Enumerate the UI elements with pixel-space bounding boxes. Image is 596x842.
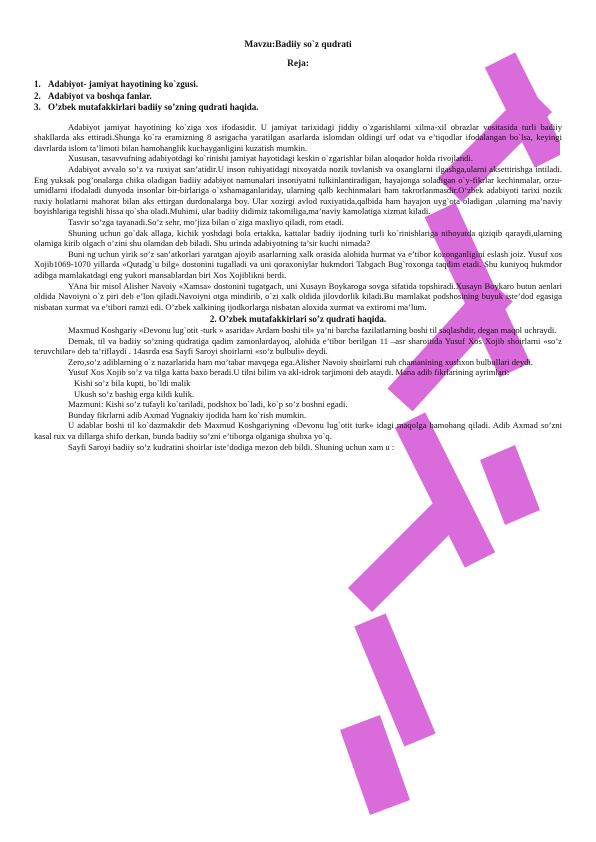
body-paragraph: U adablar boshi til ko`dazmakdir deb Maxmud Koshgariyning «Devonu lug`otit turk» idagi maqolga hamohang qiladi. Adib Axmad so’zni kasal rux va dillarga shifo derkan, bunda badiiy so’zni e’tiborga olganiga shubxa yo`q. <box>34 420 562 441</box>
body-paragraph: Adabiyot jamiyat hayotining ko`ziga xos ifodasidir. U jamiyat tarixidagi jiddiy o`zgarishlarni xilma-xil obrazlar vositasida turli badiiy shakllarda aks ettiradi.Shunga ko`ra eramizning 8 asrigacha yaratilgan asarlarda islomdan oldingi urf odat va e’tiqodlar ifodalangan bo`lsa, keyingi davrlarda islom ta’limoti bilan hamohanglik kuchayganligini kuzatish mumkin. <box>34 121 562 153</box>
body-paragraph: Mazmuni: Kishi so’z tufayli ko`tariladi, podshox bo`ladi, ko`p so’z boshni egadi. <box>68 399 348 410</box>
body-paragraph: Zero,so’z adiblarning o`z nazarlarida ham mo’tabar mavqega ega.Alisher Navoiy shoirlarni ruh chamanining xushxon bulbullari deydi. <box>68 356 533 367</box>
plan-item-text: O’zbek mutafakkirlari badiiy so’zning qudrati haqida. <box>48 102 259 113</box>
plan-item <box>34 91 562 103</box>
body-paragraph: Bunday fikrlarni adib Axmad Yugnakiy ijodida ham ko`rish mumkin. <box>68 409 307 420</box>
poem-line: Ukush so’z bashig erga kildi kulik. <box>74 388 195 399</box>
plan-title: Reja: <box>287 58 309 69</box>
body-paragraph: Shuning uchun go`dak allaga, kichik yoshdagi bola ertakka, kattalar badiiy ijodning turli ko`rinishlariga nihoyatda qiziqib qaraydi,ularning olamiga kirib olgach o’zini shu olamdan deb biladi. Shu urinda adabiyotning ta’sir kuchi nimada? <box>34 227 562 249</box>
document-title: Mavzu:Badiiy so`z qudrati <box>244 40 352 50</box>
body-paragraph: Xususan, tasavvufning adabiyotdagi ko`rinishi jamiyat hayotidagi keskin o`zgarishlar bilan aloqador holda rivojlandi. <box>68 153 474 164</box>
section-heading: 2. O’zbek mutafakkirlari so’z qudrati haqida. <box>209 314 387 325</box>
body-paragraph: Tasvir so’zga tayanadi.So’z sehr, mo’jiza bilan o`ziga maxliyo qiladi, rom etadi. <box>68 217 344 228</box>
body-paragraph: Buni ng uchun yirik so’z san’atkorlari yaratgan ajoyib asarlarning xalk orasida alohida hurmat va e’tibor kozonganligini eslash joiz. Yusuf xos Xojib1069-1070 yillarda «Qutadg`u bilg» dostonini tugalladi va uni qoraxoniylar hukmdori Tabgach Bug`roxonga taqdim etadi. Shu kuniyoq hukmdor adibga mamlakatdagi eng yukori mansablardan biri Xos Xojiblikni berdi. <box>34 248 562 280</box>
plan-item-number: 3. <box>34 102 41 113</box>
plan-item-text: Adabiyot va boshqa fanlar. <box>48 90 152 101</box>
body-paragraph: Adabiyot avvalo so’z va ruxiyat san’atidir.U inson ruhiyatidagi nixoyatda nozik tovlanish va oxanglarni ilgashga,ularni aksettirishga intiladi. Eng yuksak pog’onalarga chika oladigan badiiy adabiyot namunalari insoniyatni tulkinlantiradigan, hayajonga soladigan o`y-fikrlar kechinmalar, orzu-umidlarni ifodaladi dunyoda insonlar bir-birlariga o`xshamaganlariday, ularning qalb kechinmalari ham takrorlanmasdir.O‘zbek adabiyoti tarixi nozik ruxiy holatlarni mahorat bilan aks ettirgan durdonalarga boy. Ular xozirgi avlod ruxiyatida,qalbida ham hayajon uyg`ota oladigan ,ularning ma’naviy boyishlariga tegishli hissa qo`sha oladi.Muhimi, ular badiiy didimiz takomiliga,ma’naviy kamolatiga xizmat kiladi. <box>34 164 562 217</box>
plan-item <box>34 79 562 91</box>
body-paragraph: Demak, til va badiiy so’zning qudratiga qadim zamonlardayoq, alohida e’tibor berilgan 11 –asr sharoitida Yusuf Xos Xojib shoirlarni «so’z teruvchilar» deb ta’riflaydi . 14asrda esa Sayfi Saroyi shoirlarni «so’z bulbuli» deydi. <box>34 335 562 357</box>
plan-item-number: 1. <box>34 79 41 90</box>
body-paragraph: Yusuf Xos Xojib so’z va tilga katta baxo beradi.U tilni bilim va akl-idrok tarjimoni deb ataydi. Mana adib fikrlarining ayrimlari: <box>68 367 510 378</box>
body-paragraph: Sayfi Saroyi badiiy so’z kudratini shoirlar iste’dodiga mezon deb bildi. Shuning uchun xam u : <box>68 441 395 452</box>
poem-line: Kishi so’z bila kupti, bo`ldi malik <box>74 377 191 388</box>
plan-item-number: 2. <box>34 90 41 101</box>
body-paragraph: YAna bir misol Alisher Navoiy «Xamsa» dostonini tugatgach, uni Xusayn Boykaroga sovga sifatida topshiradi.Xusayn Boykaro butun aenlari oldida Navoiyni o`z piri deb e’lon qiladi.Navoiyni otga mindirib, o`zi xalk oldida jilovdorlik kiladi.Bu mamlakat podshosining buyuk iste’dod egasiga nisbatan xurmat va e’tibori ramzi edi. O’zbek xalkining ijodkorlarga nisbatan aloxida xurmat va extiromi ma’lum. <box>34 280 562 312</box>
plan-item-text: Adabiyot- jamiyat hayotining ko`zgusi. <box>48 79 199 90</box>
plan-item <box>34 102 562 114</box>
document-page <box>34 40 562 452</box>
body-paragraph: Maxmud Koshgariy «Devonu lug`otit -turk » asarida» Ardam boshi til» ya’ni barcha fazilatlarning boshi til saqlashdir, degan maqol uchraydi. <box>68 324 557 335</box>
plan-list <box>34 79 562 114</box>
